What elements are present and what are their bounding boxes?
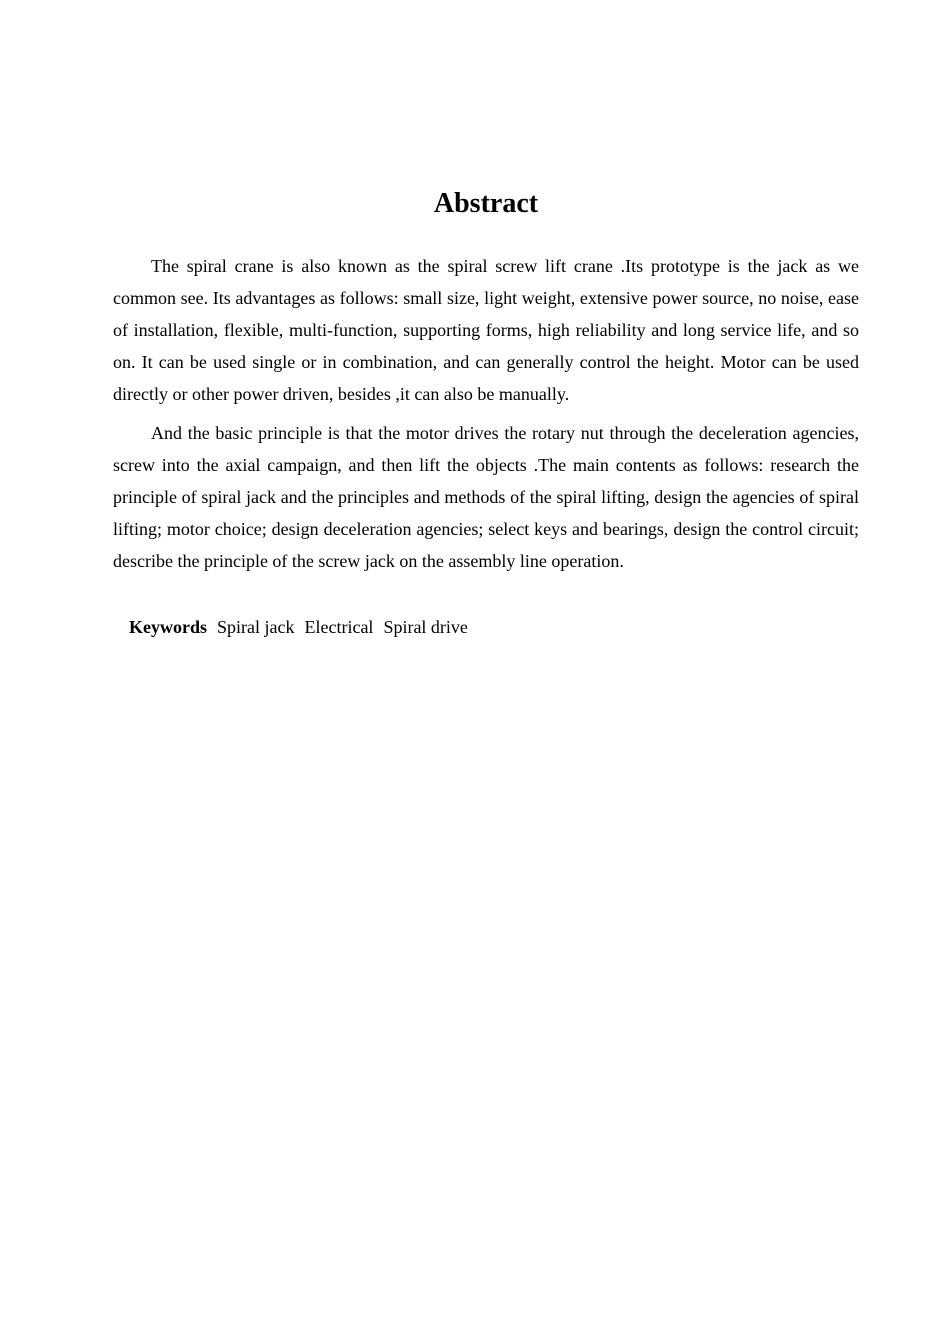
page-title: Abstract xyxy=(433,188,539,219)
abstract-paragraph-1: The spiral crane is also known as the spiral screw lift crane .Its prototype is the jack as we common see. Its advantages as follows: small size, light weight, extensive power source, no noise, ease of installation, flexible, multi-function, supporting forms, high reliability and long service life, and so on. It can be used single or in combination, and can generally control the height. Motor can be used directly or other power driven, besides ,it can also be manually. xyxy=(113,256,859,404)
keyword-3: Spiral drive xyxy=(383,617,468,637)
abstract-body xyxy=(113,250,859,577)
keyword-1: Spiral jack xyxy=(217,617,295,637)
abstract-paragraph-2: And the basic principle is that the motor drives the rotary nut through the deceleration agencies, screw into the axial campaign, and then lift the objects .The main contents as follows: research the principle of spiral jack and the principles and methods of the spiral lifting, design the agencies of spiral lifting; motor choice; design deceleration agencies; select keys and bearings, design the control circuit; describe the principle of the screw jack on the assembly line operation. xyxy=(113,423,859,571)
keywords-line xyxy=(129,611,468,643)
keyword-2: Electrical xyxy=(304,617,374,637)
keywords-label: Keywords xyxy=(129,617,207,637)
